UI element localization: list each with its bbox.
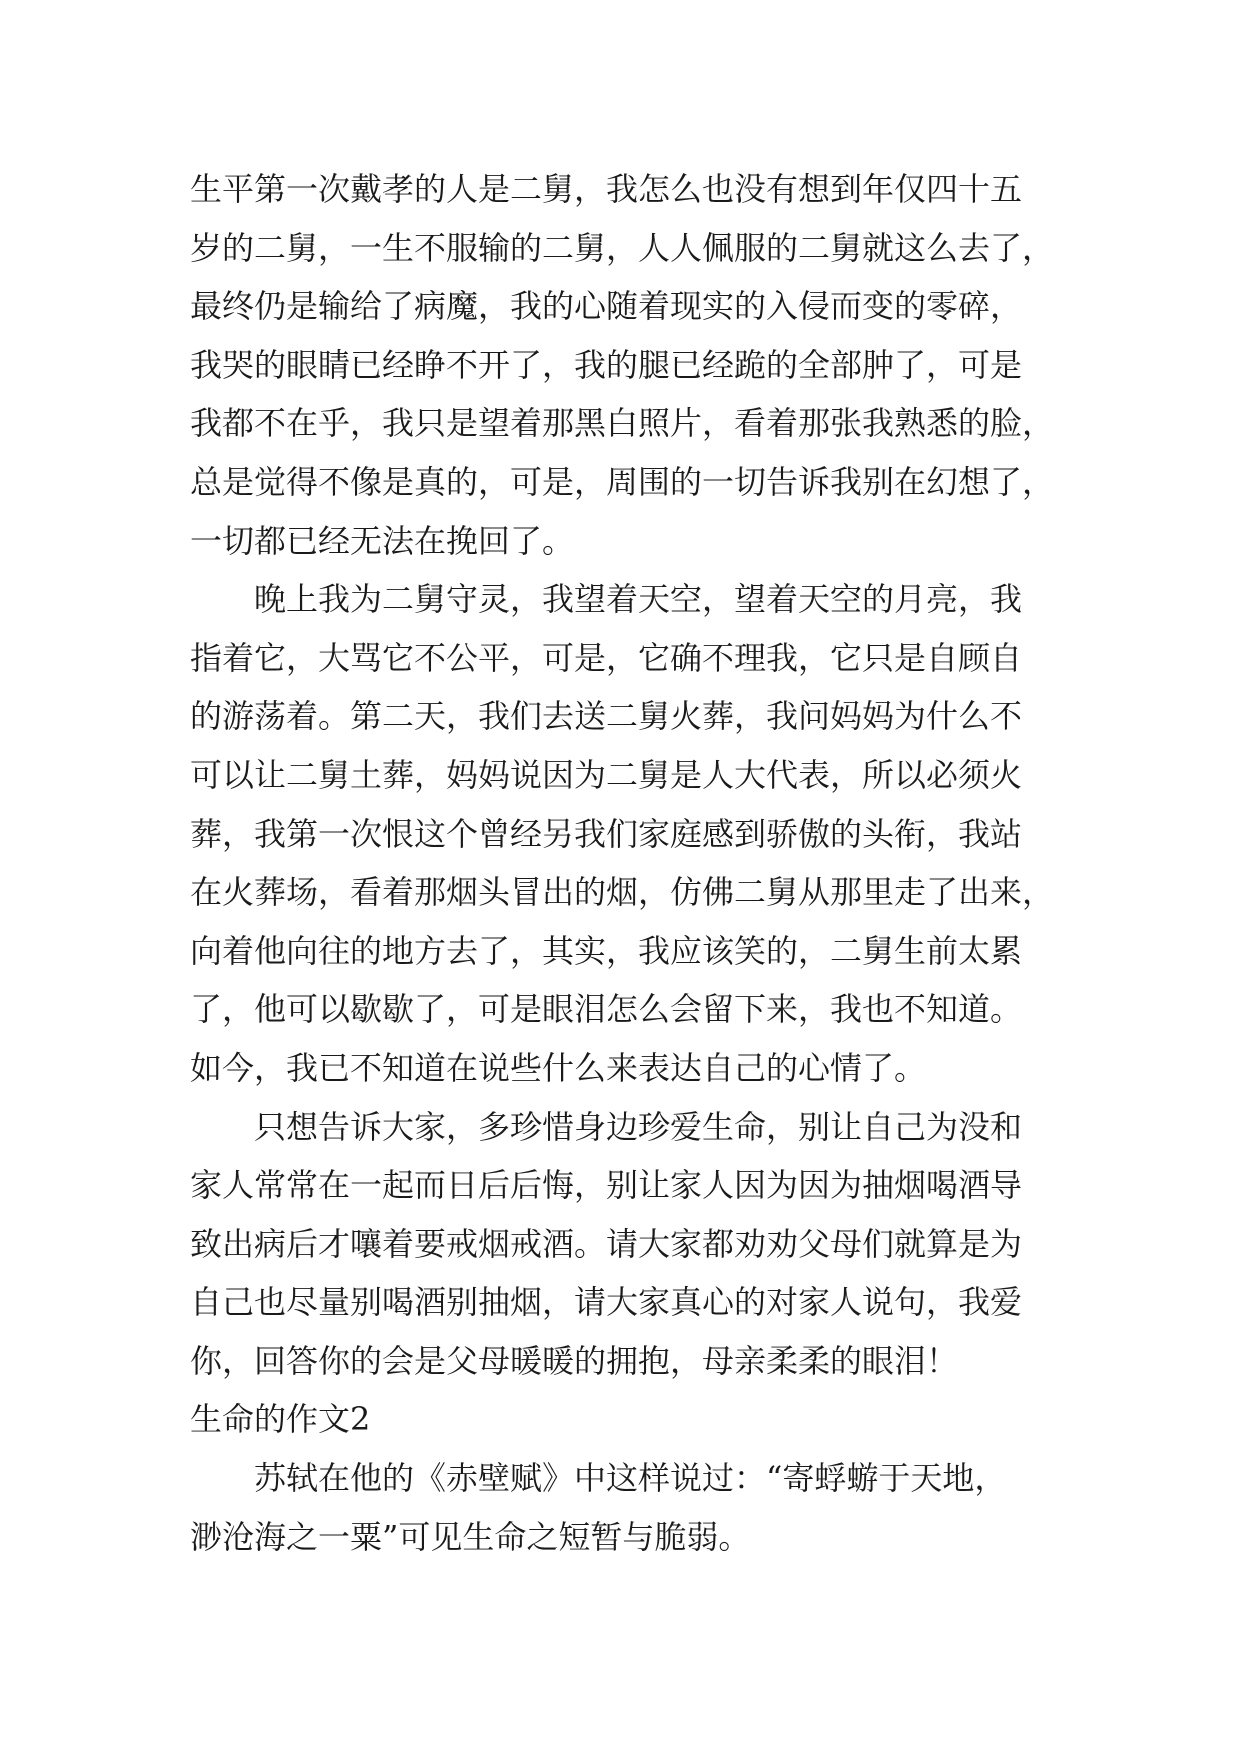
paragraph-4 xyxy=(190,1449,1070,1566)
text-line: 只想告诉大家，多珍惜身边珍爱生命，别让自己为没和 xyxy=(254,1107,1023,1146)
text-line: 如今，我已不知道在说些什么来表达自己的心情了。 xyxy=(190,1048,927,1087)
text-line: 最终仍是输给了病魔，我的心随着现实的入侵而变的零碎， xyxy=(190,287,1023,326)
text-line: 的游荡着。第二天，我们去送二舅火葬，我问妈妈为什么不 xyxy=(190,697,1023,736)
text-line: 苏轼在他的《赤壁赋》中这样说过：“寄蜉蝣于天地， xyxy=(254,1459,1007,1498)
text-line: 在火葬场，看着那烟头冒出的烟，仿佛二舅从那里走了出来， xyxy=(190,873,1055,912)
paragraph-1 xyxy=(190,160,1070,570)
text-line: 一切都已经无法在挽回了。 xyxy=(190,521,575,560)
text-line: 我都不在乎，我只是望着那黑白照片，看着那张我熟悉的脸， xyxy=(190,404,1055,443)
text-line: 可以让二舅土葬，妈妈说因为二舅是人大代表，所以必须火 xyxy=(190,755,1023,794)
paragraph-3 xyxy=(190,1098,1070,1391)
document-body xyxy=(190,160,1070,1566)
text-line: 指着它，大骂它不公平，可是，它确不理我，它只是自顾自 xyxy=(190,638,1023,677)
text-line: 致出病后才嚷着要戒烟戒酒。请大家都劝劝父母们就算是为 xyxy=(190,1224,1023,1263)
text-line: 自己也尽量别喝酒别抽烟，请大家真心的对家人说句，我爱 xyxy=(190,1283,1023,1322)
text-line: 生平第一次戴孝的人是二舅，我怎么也没有想到年仅四十五 xyxy=(190,170,1023,208)
text-line: 你，回答你的会是父母暖暖的拥抱，母亲柔柔的眼泪！ xyxy=(190,1341,959,1380)
text-line: 晚上我为二舅守灵，我望着天空，望着天空的月亮，我 xyxy=(254,580,1023,619)
text-line: 总是觉得不像是真的，可是，周围的一切告诉我别在幻想了， xyxy=(190,462,1055,501)
text-line: 我哭的眼睛已经睁不开了，我的腿已经跪的全部肿了，可是 xyxy=(190,345,1023,384)
section-heading: 生命的作文2 xyxy=(190,1400,371,1439)
text-line: 家人常常在一起而日后后悔，别让家人因为因为抽烟喝酒导 xyxy=(190,1166,1023,1205)
text-line: 渺沧海之一粟”可见生命之短暂与脆弱。 xyxy=(190,1517,751,1556)
paragraph-2 xyxy=(190,570,1070,1097)
text-line: 了，他可以歇歇了，可是眼泪怎么会留下来，我也不知道。 xyxy=(190,990,1023,1029)
text-line: 岁的二舅，一生不服输的二舅，人人佩服的二舅就这么去了， xyxy=(190,228,1055,267)
text-line: 葬，我第一次恨这个曾经另我们家庭感到骄傲的头衔，我站 xyxy=(190,814,1023,853)
text-line: 向着他向往的地方去了，其实，我应该笑的，二舅生前太累 xyxy=(190,931,1023,970)
